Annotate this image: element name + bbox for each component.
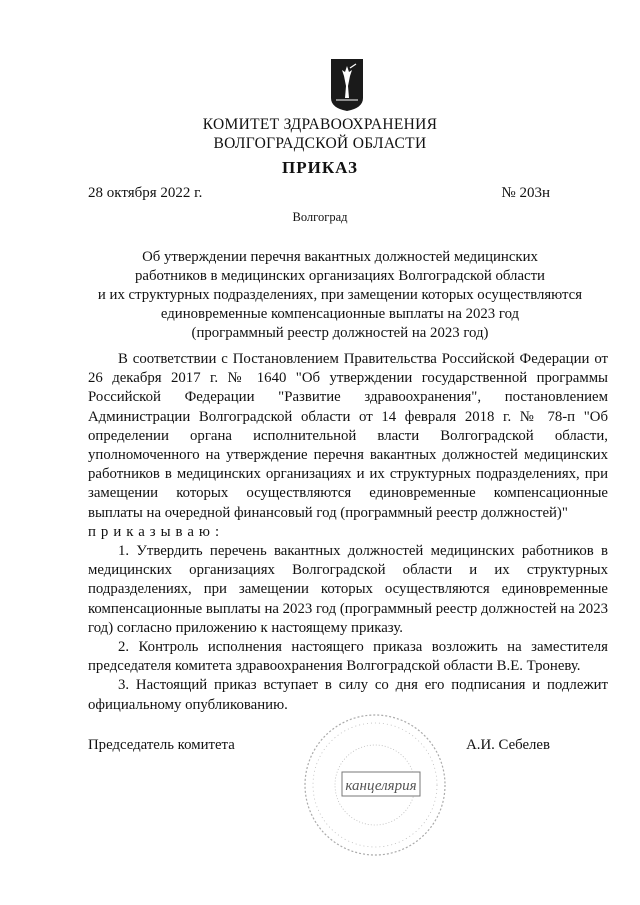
order-keyword: приказываю: bbox=[88, 523, 225, 540]
document-type: ПРИКАЗ bbox=[282, 158, 358, 177]
document-date: 28 октября 2022 г. bbox=[88, 185, 203, 201]
document-city: Волгоград bbox=[292, 210, 348, 224]
title-line: работников в медицинских организациях Волгоградской области bbox=[135, 268, 545, 284]
organization-name-line1: КОМИТЕТ ЗДРАВООХРАНЕНИЯ bbox=[202, 116, 438, 133]
title-line: единовременные компенсационные выплаты на 2023 год bbox=[160, 306, 520, 322]
order-item-1: 1. Утвердить перечень вакантных должностей медицинских работников в медицинских организациях Волгоградской области и их структурных подразделениях, при замещении которых осуществляются единовременные компенсационные выплаты на 2023 год (программный реестр должностей на 2023 год) согласно приложению к настоящему приказу. bbox=[88, 543, 608, 636]
document-body bbox=[88, 350, 608, 715]
order-item-2: 2. Контроль исполнения настоящего приказа возложить на заместителя председателя комитета здравоохранения Волгоградской области В.Е. Троневу. bbox=[88, 639, 608, 675]
signer-name: А.И. Себелев bbox=[466, 737, 550, 753]
document-number: № 203н bbox=[501, 185, 550, 201]
stamp-text: канцелярия bbox=[345, 778, 417, 794]
coat-of-arms-emblem bbox=[330, 58, 364, 112]
document-title bbox=[80, 248, 600, 343]
title-line: Об утверждении перечня вакантных должностей медицинских bbox=[142, 249, 538, 265]
signer-role: Председатель комитета bbox=[88, 737, 235, 753]
office-stamp bbox=[300, 710, 450, 860]
title-line: (программный реестр должностей на 2023 год) bbox=[191, 325, 489, 341]
title-line: и их структурных подразделениях, при замещении которых осуществляются bbox=[97, 287, 583, 303]
organization-name-line2: ВОЛГОГРАДСКОЙ ОБЛАСТИ bbox=[213, 135, 427, 152]
order-item-3: 3. Настоящий приказ вступает в силу со дня его подписания и подлежит официальному опубликованию. bbox=[88, 677, 608, 713]
preamble-paragraph: В соответствии с Постановлением Правительства Российской Федерации от 26 декабря 2017 г. № 1640 "Об утверждении государственной программы Российской Федерации "Развитие здравоохранения", постановлением Администрации Волгоградской области от 14 февраля 2018 г. № 78-п "Об определении органа исполнительной власти Волгоградской области, уполномоченного на утверждение перечня вакантных должностей медицинских работников в медицинских организациях и их структурных подразделениях, при замещении которых осуществляются единовременные компенсационные выплаты на очередной финансовый год (программный реестр должностей)" bbox=[88, 351, 608, 521]
